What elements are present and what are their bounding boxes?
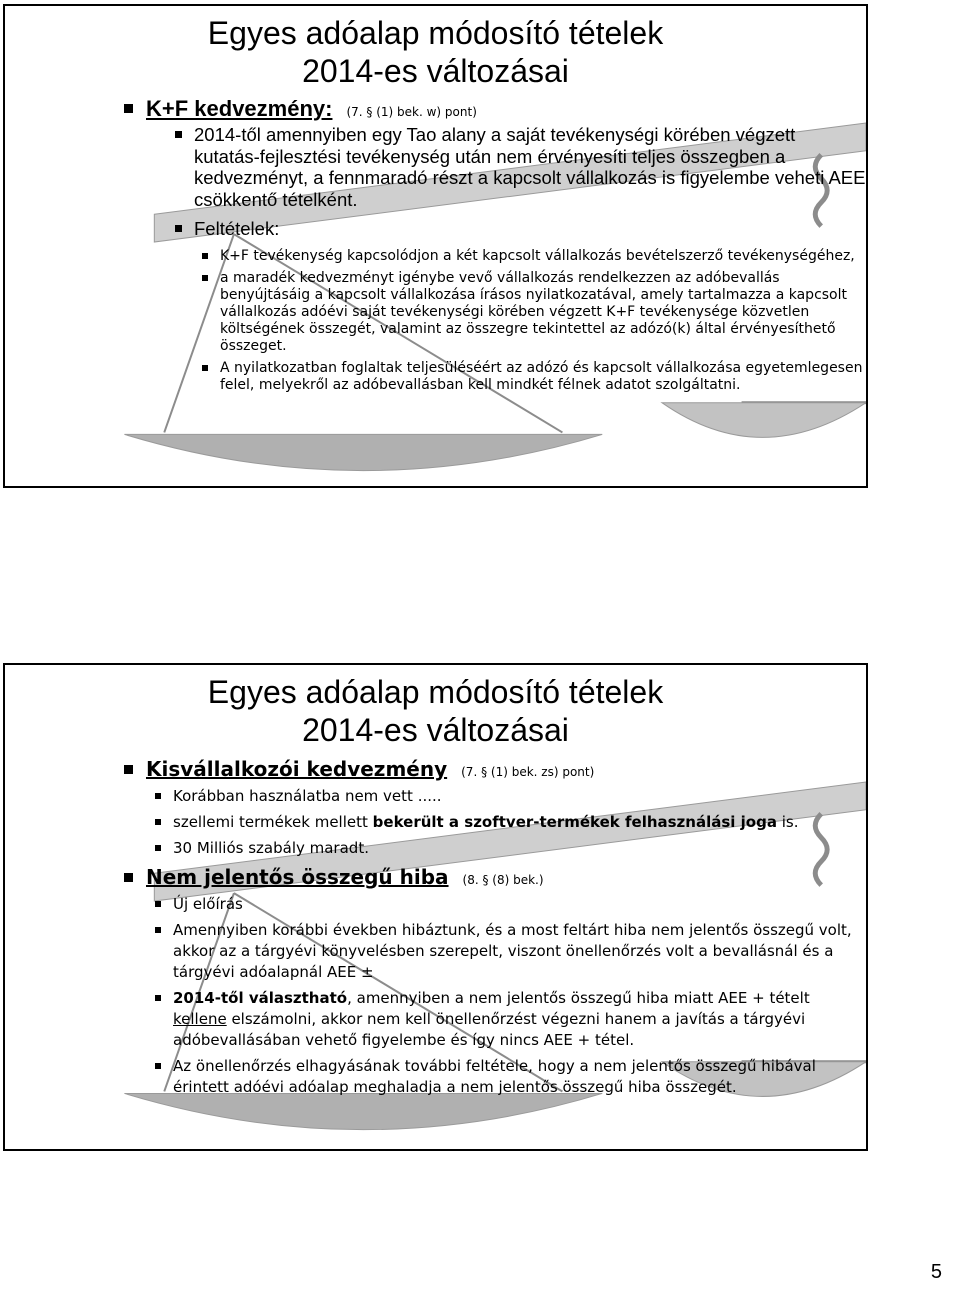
condition-item [5, 270, 866, 355]
square-bullet-icon [155, 819, 161, 825]
list-item [5, 1056, 866, 1098]
list-item [5, 988, 866, 1051]
page-number: 5 [930, 1261, 942, 1283]
item-bold-text: bekerült a szoftver-termékek felhasználási joga [372, 813, 777, 831]
slide-2-content [5, 673, 866, 1098]
square-bullet-icon [175, 131, 182, 138]
slide-1-content [5, 14, 866, 394]
slide-1-title [5, 14, 866, 90]
item-text: Az önellenőrzés elhagyásának további feltétele, hogy a nem jelentős összegű hibával érintett adóévi adóalap meghaladja a nem jelentős összegű hiba összegét. [173, 1057, 816, 1096]
item-text: szellemi termékek mellett [173, 813, 373, 831]
kf-heading: K+F kedvezmény: [146, 96, 333, 121]
nem-jelentos-heading: Nem jelentős összegű hiba [146, 865, 449, 889]
square-bullet-icon [202, 365, 208, 371]
square-bullet-icon [175, 225, 182, 232]
square-bullet-icon [202, 275, 208, 281]
square-bullet-icon [124, 104, 133, 113]
title-line-2: 2014-es változásai [302, 53, 569, 89]
square-bullet-icon [155, 995, 161, 1001]
item-text: elszámolni, akkor nem kell önellenőrzést végezni hanem a javítás a tárgyévi adóbevallásában vehető figyelembe és így nincs AEE + tétel. [173, 1010, 806, 1049]
list-item [5, 894, 866, 915]
square-bullet-icon [155, 901, 161, 907]
square-bullet-icon [155, 1063, 161, 1069]
kisvallalkozoi-heading: Kisvállalkozói kedvezmény [146, 757, 448, 781]
list-item [5, 920, 866, 983]
square-bullet-icon [202, 253, 208, 259]
slide-2-list [5, 757, 866, 1098]
slide-1 [3, 4, 868, 488]
kf-paragraph: 2014-től amennyiben egy Tao alany a saját tevékenységi körében végzett kutatás-fejlesztési tevékenység után nem érvényesíti teljes összegben a kedvezményt, a fennmaradó részt a kapcsolt vállalkozás is figyelembe veheti AEE csökkentő tételként. [194, 124, 866, 210]
conditions-item [5, 218, 866, 240]
item-underlined-text: kellene [173, 1010, 227, 1028]
list-item [5, 812, 866, 833]
item-bold-text: 2014-től választható [173, 989, 348, 1007]
slide-2 [3, 663, 868, 1151]
kisvallalkozoi-ref: (7. § (1) bek. zs) pont) [461, 765, 595, 779]
kisvallalkozoi-heading-item [5, 757, 866, 781]
condition-text: A nyilatkozatban foglaltak teljesüléséért az adózó és kapcsolt vállalkozása egyetemlegesen felel, melyekről az adóbevallásban kell mindkét félnek adatot szolgáltatni. [220, 359, 863, 393]
condition-item [5, 360, 866, 394]
slide-1-list [5, 96, 866, 394]
condition-text: a maradék kedvezményt igénybe vevő vállalkozás rendelkezzen az adóbevallás benyújtásáig a kapcsolt vállalkozása írásos nyilatkozatával, amely tartalmazza a kapcsolt vállalkozás adóévi saját tevékenységi körében végzett K+F tevékenysége közvetlen költségének összegét, valamint az összegre tekintettel az adózó(k) által érvényesíthető összeget. [220, 269, 847, 354]
list-item [5, 838, 866, 859]
title-line-1: Egyes adóalap módosító tételek [207, 15, 664, 51]
nem-jelentos-ref: (8. § (8) bek.) [462, 873, 544, 887]
item-text: Korábban használatba nem vett ..... [173, 787, 442, 805]
square-bullet-icon [124, 765, 133, 774]
condition-text: K+F tevékenység kapcsolódjon a két kapcsolt vállalkozás bevételszerző tevékenységéhez, [220, 247, 855, 264]
item-text: 30 Milliós szabály maradt. [173, 839, 369, 857]
condition-item [5, 248, 866, 265]
item-text: is. [776, 813, 799, 831]
kf-heading-item [5, 96, 866, 122]
item-text: Amennyiben korábbi években hibáztunk, és a most feltárt hiba nem jelentős összegű volt, akkor az a tárgyévi könyvelésben szerepelt, viszont önellenőrzés volt a bevallásnál és a tárgyévi adóalapnál AEE ± [173, 921, 852, 981]
square-bullet-icon [155, 793, 161, 799]
item-text: , amennyiben a nem jelentős összegű hiba miatt AEE + tételt [347, 989, 810, 1007]
title-line-2: 2014-es változásai [302, 712, 569, 748]
item-text: Új előírás [173, 895, 243, 913]
kf-heading-ref: (7. § (1) bek. w) pont) [346, 105, 477, 119]
square-bullet-icon [124, 873, 133, 882]
square-bullet-icon [155, 927, 161, 933]
slide-2-title [5, 673, 866, 749]
square-bullet-icon [155, 845, 161, 851]
nem-jelentos-heading-item [5, 865, 866, 889]
title-line-1: Egyes adóalap módosító tételek [207, 674, 664, 710]
conditions-label: Feltételek: [194, 218, 280, 239]
kf-paragraph-item [5, 124, 866, 210]
list-item [5, 786, 866, 807]
